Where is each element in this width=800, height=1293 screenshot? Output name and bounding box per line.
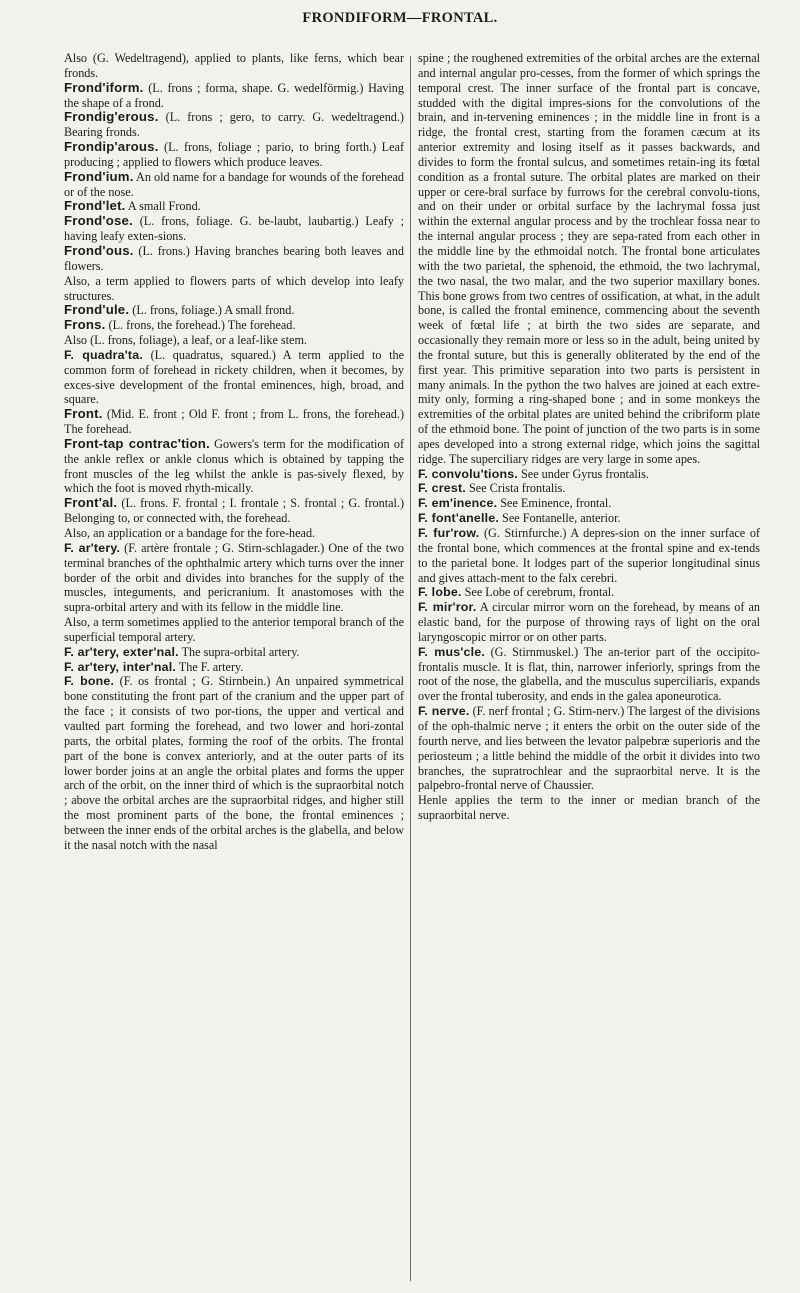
dictionary-entry [64, 660, 404, 675]
dictionary-entry [64, 140, 404, 170]
entry-text: A circular mirror worn on the forehead, by means of an elastic band, for the purpose of throwing rays of light on the oral laryngoscopic mirror or on other parts. [418, 600, 760, 644]
entry-headword: Frond'ule. [64, 302, 130, 318]
entry-paragraph [418, 51, 760, 467]
dictionary-entry [418, 511, 760, 526]
dictionary-entry [64, 81, 404, 111]
entry-headword: F. font'anelle. [418, 511, 499, 526]
entry-headword: F. ar'tery, exter'nal. [64, 644, 179, 659]
dictionary-entry [64, 674, 404, 852]
entry-headword: Frond'ium. [64, 168, 134, 184]
entry-headword: Front'al. [64, 495, 118, 511]
right-column [418, 51, 760, 1283]
entry-text: spine ; the roughened extremities of the orbital arches are the external and internal angular pro-cesses, from the former of which springs the temporal crest. The inner surface of the frontal part is concave, studded with the digital impres-sions for the convolutions of the brain, and in-tervening eminences ; in the middle line in front is a ridge, the frontal crest, starting from the foramen cæcum at its anterior extremity and losing itself as it passes backwards, and divides to form the frontal sulcus, and sometimes retain-ing its fœtal condition as a frontal suture. The orbital plates are marked on their upper or cere-bral surface by furrows for the cerebral convolu-tions, and on their under or orbital surface by the lachrymal fossa just within the external angular process and by the trochlear fossa near to the internal angular process ; they are sepa-rated from each other in the middle line by the ethmoidal notch. The frontal bone articulates with the two parietal, the sphenoid, the ethmoid, the two lachrymal, the two nasal, the two malar, and the two superior maxillary bones. This bone grows from two centres of ossification, at what, in the adult bone, is called the frontal eminence, commencing about the seventh week of fœtal life ; at birth the two sides are separate, and occasionally they remain more or less so in the adult, being united by the frontal suture, but this is generally obliterated by the end of the first year. This primitive separation into two parts is persistent in many animals. In the python the two halves are joined at each extre-mity only, forming a ring-shaped bone ; and in some monkeys the extremities of the orbital plates are united behind the cribriform plate of the ethmoid bone. The point of junction of the two parts is in some apes developed into a strong external ridge, which joins the sagittal ridge. The superciliary ridges are very large in some apes. [418, 51, 760, 466]
entry-text: (L. frons ; forma, shape. G. wedelförmig.) Having the shape of a frond. [64, 80, 404, 110]
entry-headword: Frons. [64, 317, 106, 333]
dictionary-entry [418, 526, 760, 585]
entry-headword: Frond'let. [64, 198, 126, 214]
entry-text: See Lobe of cerebrum, frontal. [461, 585, 615, 600]
entry-text: (L. frons.) Having branches bearing both leaves and flowers. [64, 243, 404, 273]
dictionary-entry [64, 437, 404, 496]
entry-text: See Crista frontalis. [465, 481, 566, 496]
entry-headword: Frondig'erous. [64, 109, 159, 125]
dictionary-entry [418, 481, 760, 496]
entry-text: (L. quadratus, squared.) A term applied to the common form of forehead in rickety children, when it becomes, by exces-sive development of the frontal eminences, high, broad, and square. [64, 347, 404, 407]
entry-headword: F. convolu'tions. [418, 466, 518, 481]
entry-headword: F. nerve. [418, 704, 470, 719]
entry-headword: F. mir'ror. [418, 600, 477, 615]
entry-headword: F. ar'tery. [64, 540, 121, 555]
entry-text: Also (G. Wedeltragend), applied to plants, like ferns, which bear fronds. [64, 51, 404, 80]
dictionary-entry [418, 467, 760, 482]
dictionary-entry [64, 496, 404, 526]
dictionary-entry [64, 214, 404, 244]
running-header: FRONDIFORM—FRONTAL. [302, 10, 498, 26]
entry-headword: Frond'ose. [64, 213, 133, 229]
entry-headword: F. fur'row. [418, 526, 480, 540]
entry-headword: F. ar'tery, inter'nal. [64, 659, 176, 674]
dictionary-entry [64, 303, 404, 318]
dictionary-entry [418, 600, 760, 645]
dictionary-entry [64, 541, 404, 615]
entry-headword: F. em'inence. [418, 496, 498, 511]
dictionary-entry [418, 496, 760, 511]
entry-paragraph [418, 793, 760, 823]
entry-text: (Mid. E. front ; Old F. front ; from L. frons, the forehead.) The forehead. [64, 407, 404, 437]
entry-headword: F. crest. [418, 481, 466, 496]
entry-headword: F. quadra'ta. [64, 347, 143, 362]
entry-headword: F. mus'cle. [418, 644, 485, 659]
entry-paragraph [64, 333, 404, 348]
entry-text: (F. nerf frontal ; G. Stirn-nerv.) The largest of the divisions of the oph-thalmic nerve ; it enters the orbit on the outer side of the fourth nerve, and lies between the levator palpebræ superioris and the periosteum ; a little behind the middle of the orbit it divides into two branches, the supratrochlear and the supraorbital nerve. It is the palpebro-frontal nerve of Chaussier. [418, 704, 760, 793]
dictionary-entry [64, 110, 404, 140]
entry-text: Also, a term applied to flowers parts of which develop into leafy structures. [64, 273, 404, 303]
dictionary-entry [64, 348, 404, 407]
entry-text: Also (L. frons, foliage), a leaf, or a leaf-like stem. [64, 333, 307, 348]
entry-paragraph [64, 526, 404, 541]
entry-paragraph [64, 51, 404, 81]
dictionary-entry [64, 170, 404, 200]
entry-text: An old name for a bandage for wounds of the forehead or of the nose. [64, 169, 404, 199]
entry-text: Also, a term sometimes applied to the anterior temporal branch of the superficial temporal artery. [64, 615, 404, 644]
entry-text: The supra-orbital artery. [178, 644, 300, 659]
column-divider [410, 56, 411, 1281]
entry-text: A small Frond. [125, 199, 201, 214]
entry-paragraph [64, 615, 404, 645]
dictionary-entry [64, 407, 404, 437]
entry-headword: Frond'iform. [64, 79, 144, 95]
entry-text: See under Gyrus frontalis. [517, 466, 649, 481]
entry-text: Gowers's term for the modification of the ankle reflex or ankle clonus which is obtained by tapping the front muscles of the leg whilst the ankle is pas-sively flexed, by which the foot is moved rhyth-mically. [64, 436, 404, 496]
entry-text: (L. frons, foliage ; pario, to bring forth.) Leaf producing ; applied to flowers which produce leaves. [64, 140, 404, 169]
entry-text: See Eminence, frontal. [497, 496, 612, 511]
entry-text: (L. frons. F. frontal ; I. frontale ; S. frontal ; G. frontal.) Belonging to, or connected with, the forehead. [64, 496, 404, 526]
dictionary-entry [418, 585, 760, 600]
entry-text: (G. Stirnfurche.) A depres-sion on the inner surface of the frontal bone, which commences at the frontal spine and ex-tends to the parietal bone. It lodges part of the superior longitudinal sinus and gives attach-ment to the falx cerebri. [418, 526, 760, 585]
entry-headword: Frond'ous. [64, 242, 134, 258]
left-column [64, 51, 404, 1283]
entry-text: (F. artère frontale ; G. Stirn-schlagader.) One of the two terminal branches of the ophthalmic artery which turns over the inner border of the orbit and divides into branches for the supply of the muscles, integuments, and pericranium. It anastomoses with the supra-orbital artery and with its fellow in the middle line. [64, 540, 404, 615]
dictionary-entry [418, 704, 760, 793]
entry-text: Henle applies the term to the inner or median branch of the supraorbital nerve. [418, 793, 760, 823]
entry-text: See Fontanelle, anterior. [499, 511, 621, 526]
entry-headword: Front. [64, 406, 103, 422]
dictionary-entry [64, 199, 404, 214]
entry-text: (L. frons ; gero, to carry. G. wedeltragend.) Bearing fronds. [64, 110, 404, 140]
entry-text: (G. Stirnmuskel.) The an-terior part of the occipito-frontalis muscle. It is flat, thin, narrower inferiorly, springs from the root of the nose, the glabella, and the musculus superciliaris, expands over the frontal tuberosity, and ends in the galea aponeurotica. [418, 644, 760, 704]
entry-text: (L. frons, foliage.) A small frond. [129, 303, 295, 318]
entry-headword: Front-tap contrac'tion. [64, 435, 210, 451]
entry-headword: F. bone. [64, 674, 115, 689]
entry-text: (F. os frontal ; G. Stirnbein.) An unpaired symmetrical bone constituting the front part of the cranium and the upper part of the face ; it consists of two por-tions, the upper and vertical and vaulted part forming the forehead, and two lower and hori-zontal parts, the orbital plates, forming the roof of the orbits. The frontal part of the bone is convex anteriorly, and at the outer parts of its lower border joins at an angle the orbital plates and forms the upper arch of the orbit, on the inner third of which is the supraorbital notch ; above the orbital arches are the supraorbital ridges, and higher still the most prominent parts of the bone, the frontal eminences ; between the inner ends of the orbital arches is the glabella, and below it the nasal notch with the nasal [64, 674, 404, 852]
entry-text: The F. artery. [175, 659, 244, 674]
entry-text: (L. frons, foliage. G. be-laubt, laubartig.) Leafy ; having leafy exten-sions. [64, 214, 404, 244]
dictionary-entry [64, 318, 404, 333]
entry-text: (L. frons, the forehead.) The forehead. [105, 318, 296, 333]
entry-paragraph [64, 274, 404, 304]
entry-headword: Frondip'arous. [64, 139, 159, 155]
dictionary-entry [64, 244, 404, 274]
dictionary-entry [418, 645, 760, 704]
entry-text: Also, an application or a bandage for the fore-head. [64, 526, 316, 540]
dictionary-entry [64, 645, 404, 660]
entry-headword: F. lobe. [418, 585, 462, 600]
